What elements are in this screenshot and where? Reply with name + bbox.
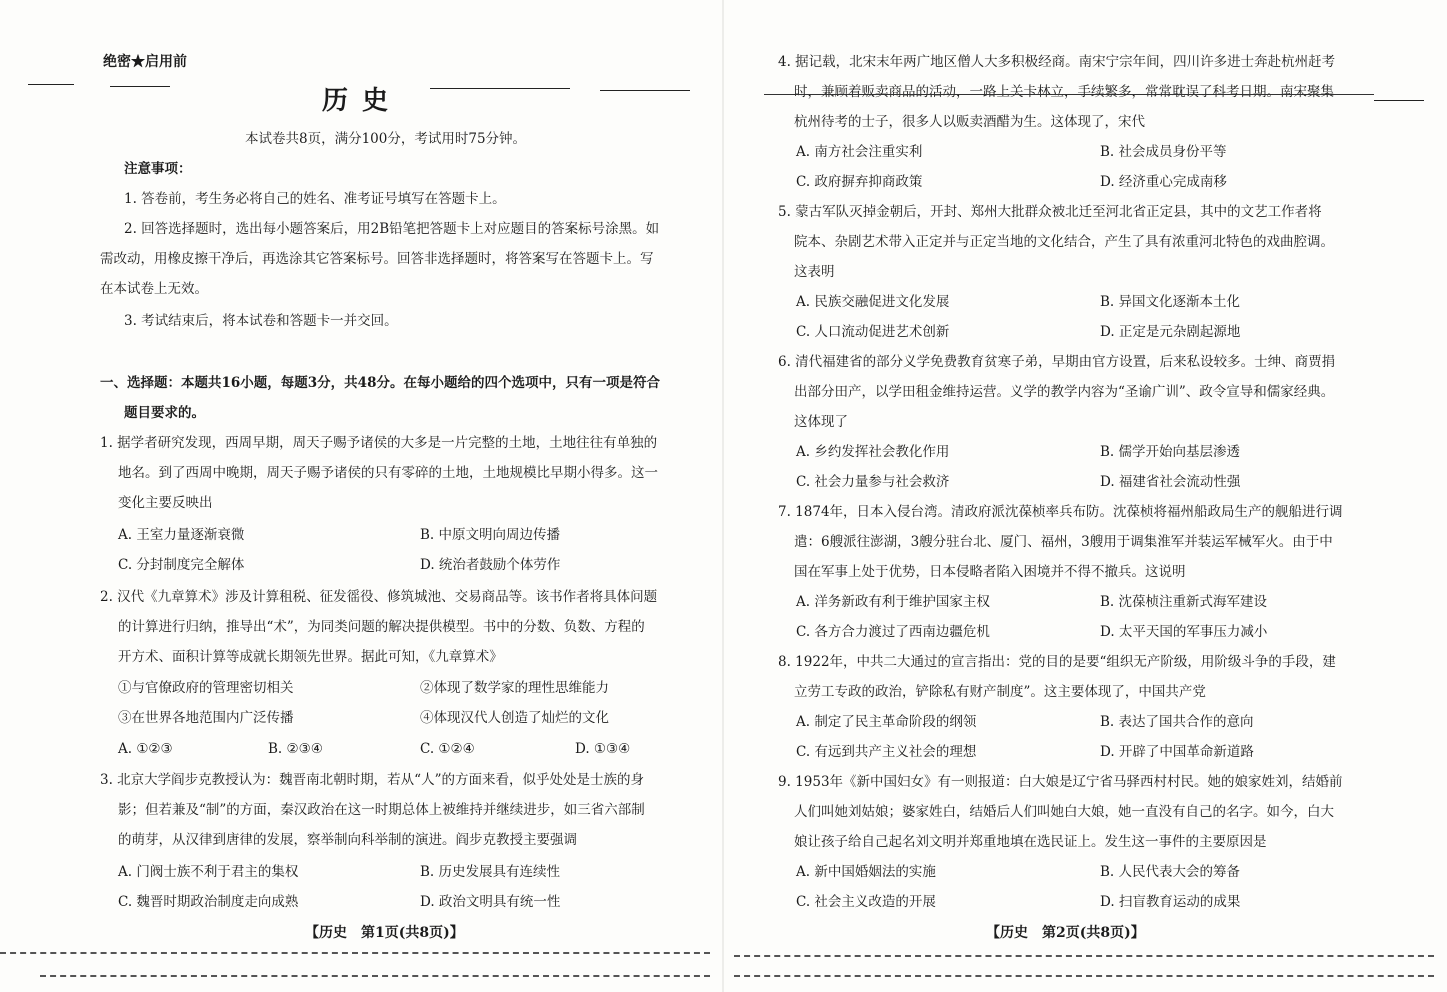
question-stem: 这表明 (794, 264, 835, 280)
secret-label: 绝密★启用前 (103, 54, 187, 70)
option: A. 南方社会注重实利 (796, 144, 923, 160)
option: B. ②③④ (268, 741, 323, 757)
question-stem: 的萌芽，从汉律到唐律的发展，察举制向科举制的演进。阎步克教授主要强调 (118, 832, 577, 848)
option: C. 人口流动促进艺术创新 (796, 324, 950, 340)
option: B. 异国文化逐渐本土化 (1100, 294, 1241, 310)
question-stem: 的计算进行归纳，推导出“术”，为同类问题的解决提供模型。书中的分数、负数、方程的 (118, 619, 645, 635)
question-stem: 4. 据记载，北宋末年两广地区僧人大多积极经商。南宋宁宗年间，四川许多进士奔赴杭州赶考 (778, 54, 1336, 70)
section-heading: 题目要求的。 (124, 405, 205, 421)
question-stem: 遣：6艘派往澎湖，3艘分驻台北、厦门、福州，3艘用于调集淮军并装运军械军火。由于中 (794, 534, 1333, 550)
option: A. ①②③ (118, 741, 173, 757)
option: D. 开辟了中国革命新道路 (1100, 744, 1254, 760)
exam-subtitle: 本试卷共8页，满分100分，考试用时75分钟。 (245, 131, 527, 147)
question-stem: 8. 1922年，中共二大通过的宣言指出：党的目的是要“组织无产阶级，用阶级斗争的手段，建 (778, 654, 1336, 670)
statement-item: ④体现汉代人创造了灿烂的文化 (420, 710, 609, 726)
cut-line (0, 952, 710, 954)
option: B. 历史发展具有连续性 (420, 864, 561, 880)
option: D. 扫盲教育运动的成果 (1100, 894, 1241, 910)
question-stem: 人们叫她刘姑娘；婆家姓白，结婚后人们叫她白大娘，她一直没有自己的名字。如今，白大 (794, 804, 1334, 820)
option: C. 有远到共产主义社会的理想 (796, 744, 977, 760)
question-stem: 开方术、面积计算等成就长期领先世界。据此可知，《九章算术》 (118, 649, 503, 665)
option: D. 太平天国的军事压力减小 (1100, 624, 1268, 640)
question-stem: 时，兼顾着贩卖商品的活动，一路上关卡林立，手续繁多，常常耽误了科考日期。南宋聚集 (794, 84, 1334, 100)
question-stem: 杭州待考的士子，很多人以贩卖酒醋为生。这体现了，宋代 (794, 114, 1145, 130)
question-stem: 地名。到了西周中晚期，周天子赐予诸侯的只有零碎的土地，土地规模比早期小得多。这一 (118, 465, 658, 481)
option: D. 经济重心完成南移 (1100, 174, 1227, 190)
option: B. 沈葆桢注重新式海军建设 (1100, 594, 1268, 610)
statement-item: ①与官僚政府的管理密切相关 (118, 680, 294, 696)
option: C. 分封制度完全解体 (118, 557, 245, 573)
page-title: 历史 (321, 86, 402, 116)
question-stem: 院本、杂剧艺术带入正定并与正定当地的文化结合，产生了具有浓重河北特色的戏曲腔调。 (794, 234, 1334, 250)
option: A. 新中国婚姻法的实施 (796, 864, 936, 880)
question-stem: 2. 汉代《九章算术》涉及计算租税、征发徭役、修筑城池、交易商品等。该书作者将具体问题 (100, 589, 658, 605)
note-line: 1. 答卷前，考生务必将自己的姓名、准考证号填写在答题卡上。 (124, 191, 506, 207)
question-stem: 立劳工专政的政治，铲除私有财产制度”。这主要体现了，中国共产党 (794, 684, 1206, 700)
option: D. 正定是元杂剧起源地 (1100, 324, 1241, 340)
question-stem: 7. 1874年，日本入侵台湾。清政府派沈葆桢率兵布防。沈葆桢将福州船政局生产的舰船进行调 (778, 504, 1343, 520)
notes-title: 注意事项： (124, 161, 192, 177)
option: B. 儒学开始向基层渗透 (1100, 444, 1241, 460)
question-stem: 9. 1953年《新中国妇女》有一则报道：白大娘是辽宁省马驿西村村民。她的娘家姓刘，结婚前 (778, 774, 1343, 790)
option: B. 社会成员身份平等 (1100, 144, 1227, 160)
statement-item: ③在世界各地范围内广泛传播 (118, 710, 294, 726)
note-line: 在本试卷上无效。 (100, 281, 208, 297)
option: B. 中原文明向周边传播 (420, 527, 561, 543)
option: A. 门阀士族不利于君主的集权 (118, 864, 299, 880)
statement-item: ②体现了数学家的理性思维能力 (420, 680, 609, 696)
option: A. 王室力量逐渐衰微 (118, 527, 245, 543)
rule (1374, 100, 1424, 101)
option: A. 乡约发挥社会教化作用 (796, 444, 950, 460)
option: D. ①③④ (575, 741, 631, 757)
cut-line (734, 955, 1434, 957)
option: D. 福建省社会流动性强 (1100, 474, 1241, 490)
option: B. 表达了国共合作的意向 (1100, 714, 1254, 730)
note-line: 需改动，用橡皮擦干净后，再选涂其它答案标号。回答非选择题时，将答案写在答题卡上。写 (100, 251, 654, 267)
question-stem: 娘让孩子给自己起名刘文明并郑重地填在选民证上。发生这一事件的主要原因是 (794, 834, 1267, 850)
option: C. 各方合力渡过了西南边疆危机 (796, 624, 990, 640)
option: C. 社会主义改造的开展 (796, 894, 936, 910)
option: A. 民族交融促进文化发展 (796, 294, 950, 310)
question-stem: 6. 清代福建省的部分义学免费教育贫寒子弟，早期由官方设置，后来私设较多。士绅、商贾捐 (778, 354, 1336, 370)
question-stem: 这体现了 (794, 414, 848, 430)
option: C. 政府摒弃抑商政策 (796, 174, 923, 190)
cut-line (40, 975, 710, 977)
question-stem: 国在军事上处于优势，日本侵略者陷入困境并不得不撤兵。这说明 (794, 564, 1186, 580)
strike-rule (764, 94, 1374, 95)
option: A. 洋务新政有利于维护国家主权 (796, 594, 990, 610)
option: C. 魏晋时期政治制度走向成熟 (118, 894, 299, 910)
option: C. 社会力量参与社会救济 (796, 474, 950, 490)
page-footer: 【历史 第2页(共8页)】 (986, 925, 1145, 941)
question-stem: 1. 据学者研究发现，西周早期，周天子赐予诸侯的大多是一片完整的土地，土地往往有单独的 (100, 435, 658, 451)
question-stem: 影；但若兼及“制”的方面，秦汉政治在这一时期总体上被维持并继续进步，如三省六部制 (118, 802, 645, 818)
option: D. 统治者鼓励个体劳作 (420, 557, 561, 573)
note-line: 3. 考试结束后，将本试卷和答题卡一并交回。 (124, 313, 398, 329)
option: D. 政治文明具有统一性 (420, 894, 561, 910)
cut-line (734, 975, 1434, 977)
question-stem: 变化主要反映出 (118, 495, 213, 511)
page-right (724, 0, 1447, 992)
question-stem: 出部分田产，以学田租金维持运营。义学的教学内容为“圣谕广训”、政令宣导和儒家经典。 (794, 384, 1335, 400)
page-footer: 【历史 第1页(共8页)】 (305, 925, 464, 941)
section-heading: 一、选择题：本题共16小题，每题3分，共48分。在每小题给的四个选项中，只有一项是符合 (100, 375, 660, 391)
option: A. 制定了民主革命阶段的纲领 (796, 714, 977, 730)
question-stem: 5. 蒙古军队灭掉金朝后，开封、郑州大批群众被北迁至河北省正定县，其中的文艺工作者将 (778, 204, 1322, 220)
option: B. 人民代表大会的筹备 (1100, 864, 1241, 880)
note-line: 2. 回答选择题时，选出每小题答案后，用2B铅笔把答题卡上对应题目的答案标号涂黑。如 (124, 221, 660, 237)
option: C. ①②④ (420, 741, 475, 757)
question-stem: 3. 北京大学阎步克教授认为：魏晋南北朝时期，若从“人”的方面来看，似乎处处是士族的身 (100, 772, 644, 788)
